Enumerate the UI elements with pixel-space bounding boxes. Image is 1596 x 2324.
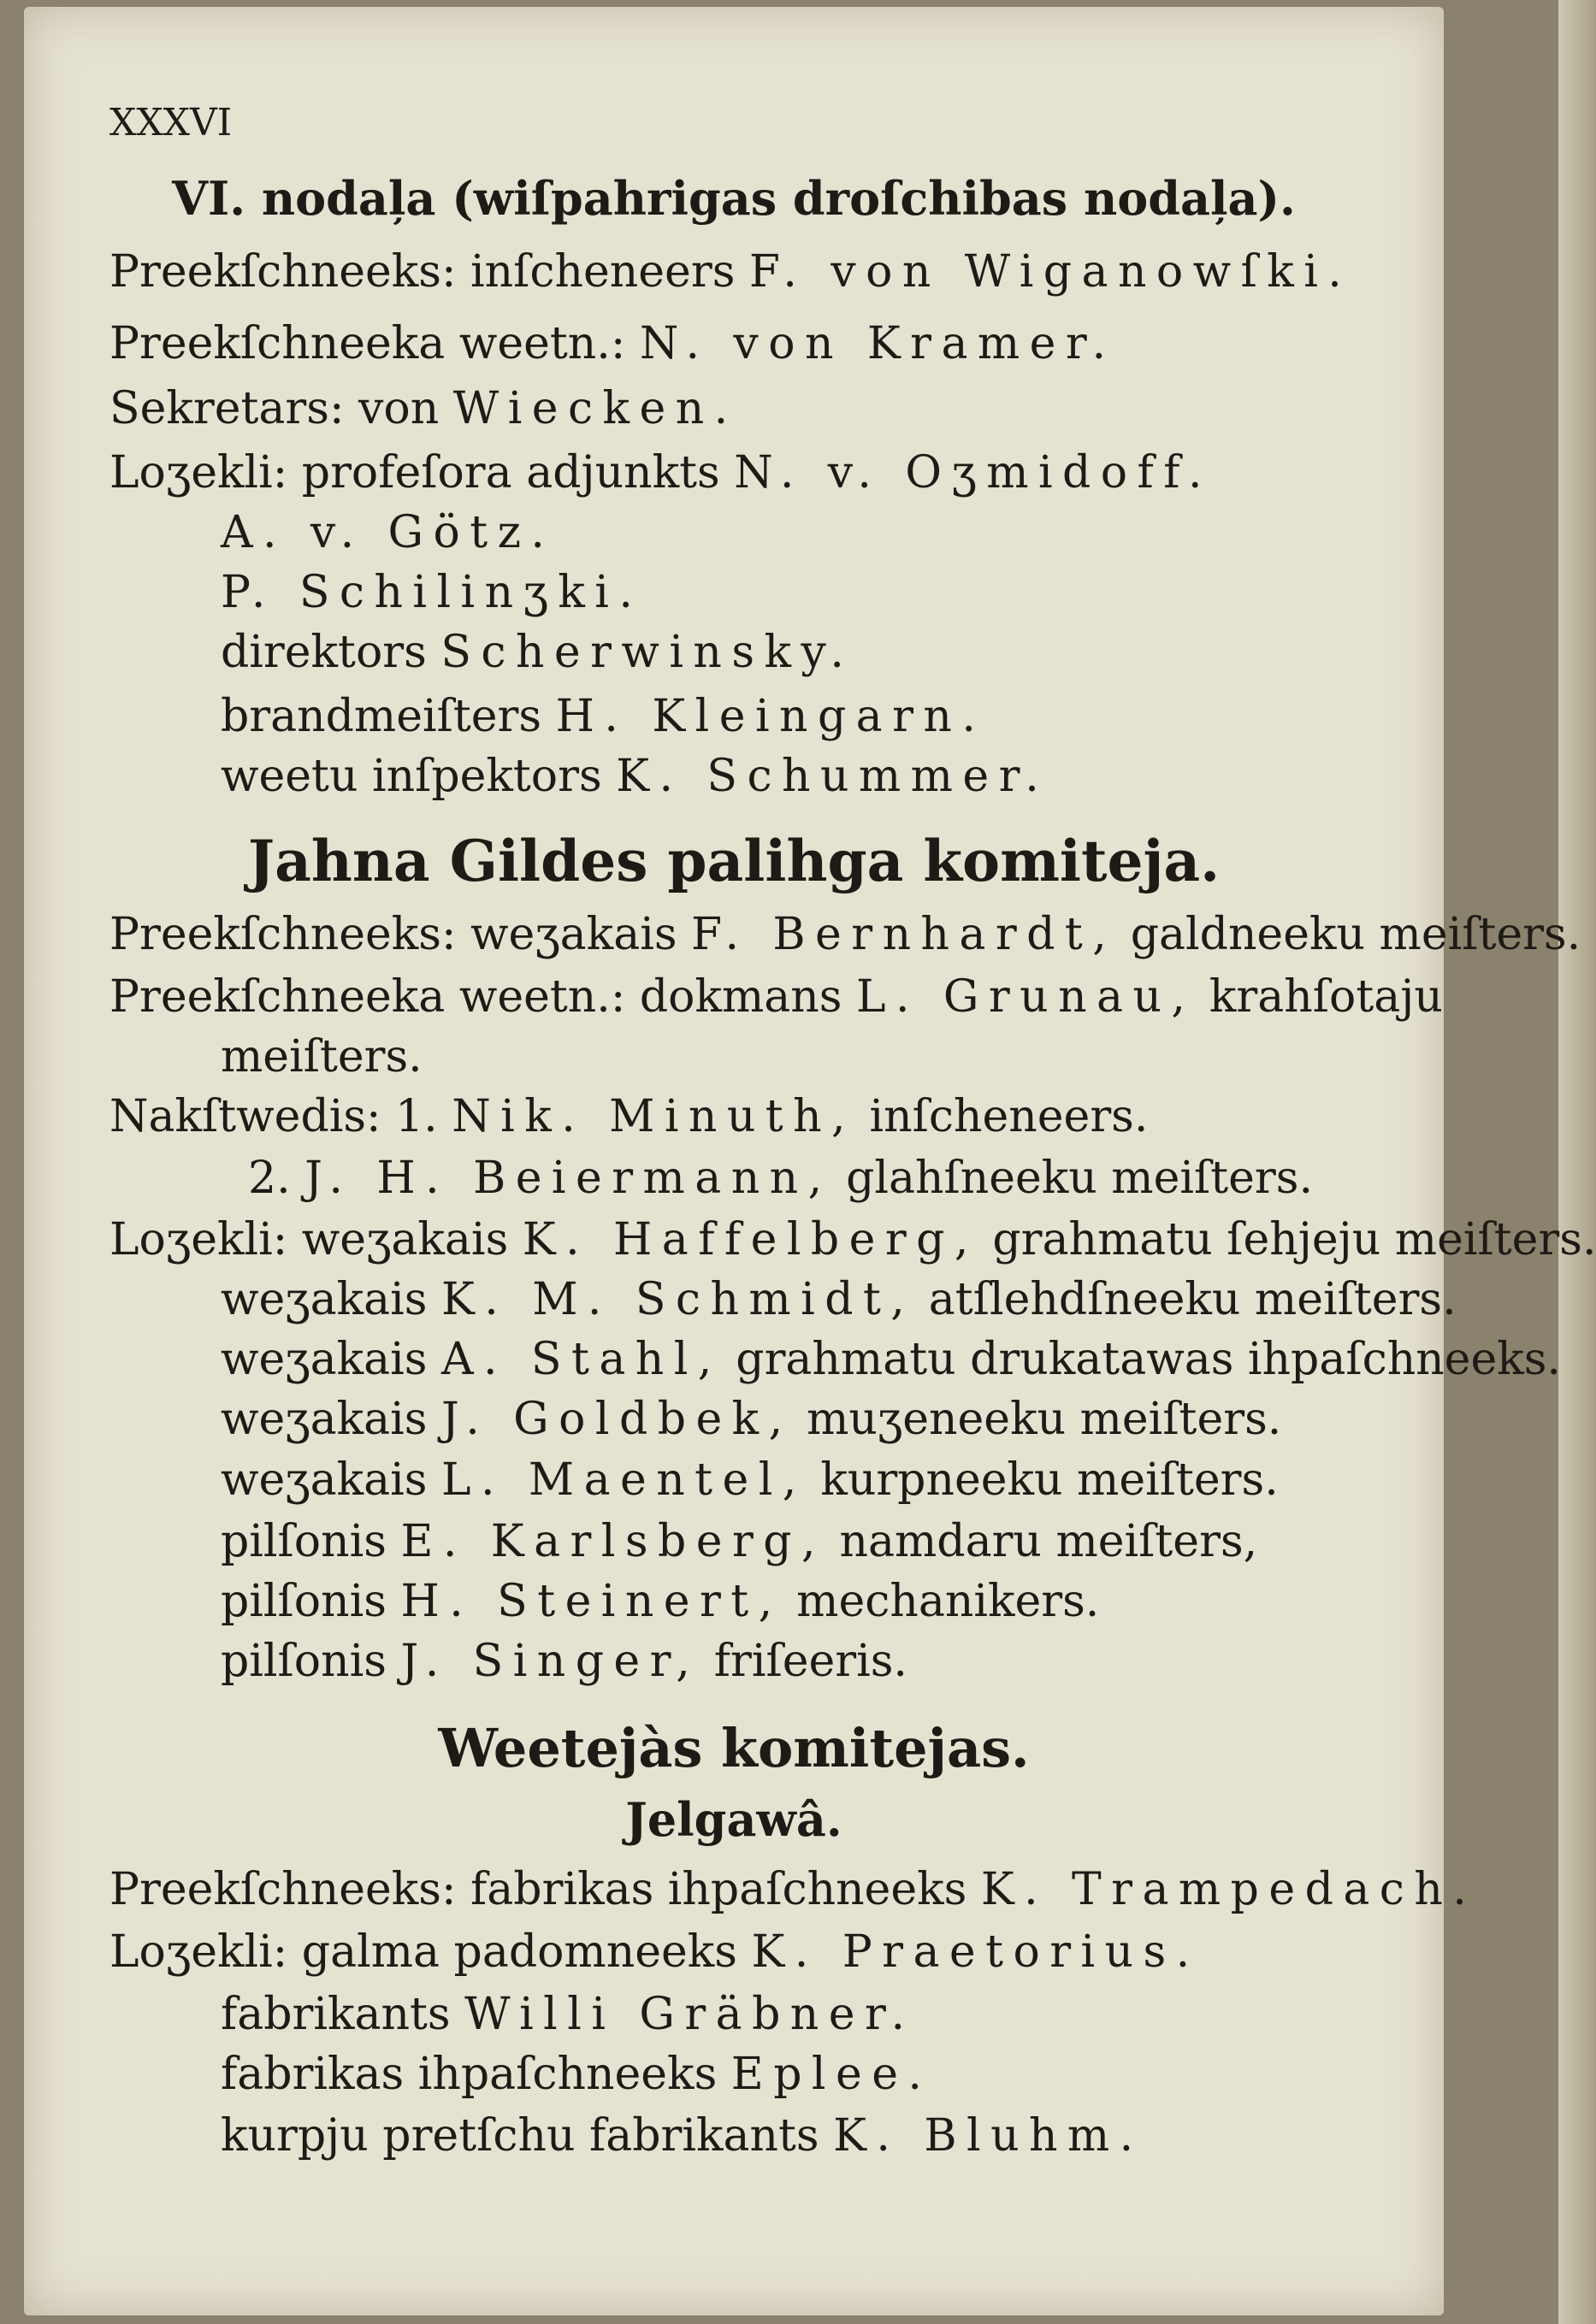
role-label: Loʒekli: profeſora adjunkts	[109, 447, 720, 498]
person-name: F. von Wiganowſki.	[748, 246, 1352, 298]
profession: kurpneeku meiſters.	[820, 1454, 1279, 1506]
list-item	[221, 627, 854, 678]
page-edge	[1558, 0, 1596, 2324]
list-item	[221, 751, 1049, 802]
role-label: Sekretars: von	[109, 383, 440, 434]
person-name: K. Haffelberg,	[522, 1214, 978, 1265]
list-item	[109, 1864, 1476, 1915]
person-name: L. Grunau,	[855, 971, 1196, 1023]
person-name: K. Trampedach.	[980, 1864, 1477, 1915]
role-label: brandmeiſters	[221, 691, 542, 742]
role-label: pilſonis	[221, 1576, 387, 1627]
list-item	[221, 1274, 1457, 1325]
section-title: VI. nodaļa (wiſpahrigas droſchibas nodaļa).	[172, 171, 1296, 226]
profession: muʒeneeku meiſters.	[807, 1394, 1282, 1445]
list-item	[109, 1091, 1148, 1142]
list-item	[109, 1926, 1200, 1978]
profession: krahſotaju	[1209, 971, 1443, 1023]
person-name: J. H. Beiermann,	[304, 1153, 832, 1204]
person-name: H. Steinert,	[400, 1576, 783, 1627]
person-name: L. Maentel,	[441, 1454, 807, 1506]
person-name: Nik. Minuth,	[452, 1091, 855, 1142]
person-name: N. von Kramer.	[639, 318, 1116, 369]
list-item	[221, 1454, 1279, 1506]
person-name: K. Bluhm.	[833, 2110, 1144, 2162]
role-label: Preekſchneeks: weʒakais	[109, 909, 677, 960]
role-label: pilſonis	[221, 1516, 387, 1567]
list-item	[109, 246, 1351, 298]
role-label: Preekſchneeka weetn.: dokmans	[109, 971, 842, 1023]
list-item	[221, 1334, 1561, 1385]
page-number: XXXVI	[109, 101, 233, 145]
list-item	[109, 909, 1581, 960]
list-item	[221, 1636, 907, 1687]
role-label: Preekſchneeks: fabrikas ihpaſchneeks	[109, 1864, 967, 1915]
list-item	[109, 383, 738, 434]
role-label: Preekſchneeks: inſcheneers	[109, 246, 736, 298]
person-name: A. v. Götz.	[221, 507, 555, 558]
profession: friſeeris.	[713, 1636, 907, 1687]
role-label: pilſonis	[221, 1636, 387, 1687]
person-name: Eplee.	[730, 2049, 932, 2100]
list-item	[221, 1031, 423, 1082]
role-label: weʒakais	[221, 1274, 428, 1325]
list-item	[221, 1516, 1257, 1567]
person-name: A. Stahl,	[441, 1334, 722, 1385]
profession: grahmatu ſehjeju meiſters.	[992, 1214, 1596, 1265]
person-name: Scherwinsky.	[440, 627, 854, 678]
person-name: E. Karlsberg,	[400, 1516, 825, 1567]
role-label: Loʒekli: weʒakais	[109, 1214, 509, 1265]
role-label: fabrikas ihpaſchneeks	[221, 2049, 718, 2100]
role-label: fabrikants	[221, 1989, 451, 2040]
list-item	[109, 971, 1443, 1023]
profession: grahmatu drukatawas ihpaſchneeks.	[736, 1334, 1561, 1385]
person-name: H. Kleingarn.	[555, 691, 986, 742]
role-label: weʒakais	[221, 1394, 428, 1445]
profession: galdneeku meiſters.	[1130, 909, 1581, 960]
document-page	[24, 7, 1596, 2315]
profession: mechanikers.	[796, 1576, 1100, 1627]
list-item	[109, 447, 1212, 498]
list-item	[221, 2049, 931, 2100]
profession: glahſneeku meiſters.	[846, 1153, 1314, 1204]
person-name: K. Schummer.	[616, 751, 1049, 802]
list-item	[221, 1394, 1281, 1445]
list-item	[221, 1576, 1099, 1627]
person-name: Wiecken.	[452, 383, 738, 434]
role-label: weʒakais	[221, 1454, 428, 1506]
person-name: J. Singer,	[400, 1636, 700, 1687]
profession: inſcheneers.	[869, 1091, 1149, 1142]
role-label: Nakſtwedis: 1.	[109, 1091, 438, 1142]
list-item	[221, 1989, 915, 2040]
profession: namdaru meiſters,	[839, 1516, 1258, 1567]
list-item	[221, 567, 642, 618]
role-label: kurpju pretſchu fabrikants	[221, 2110, 819, 2162]
list-item	[109, 318, 1115, 369]
person-name: Willi Gräbner.	[464, 1989, 915, 2040]
role-label: weetu inſpektors	[221, 751, 602, 802]
role-label: Loʒekli: galma padomneeks	[109, 1926, 737, 1978]
person-name: K. M. Schmidt,	[441, 1274, 915, 1325]
role-label: Preekſchneeka weetn.:	[109, 318, 626, 369]
person-name: N. v. Oʒmidoff.	[734, 447, 1213, 498]
city-subheading: Jelgawâ.	[625, 1792, 842, 1847]
list-item	[109, 1214, 1596, 1265]
role-label: direktors	[221, 627, 427, 678]
profession: meiſters.	[221, 1031, 423, 1082]
list-item	[221, 2110, 1144, 2162]
list-item	[221, 507, 554, 558]
person-name: K. Praetorius.	[751, 1926, 1200, 1978]
list-item	[221, 691, 985, 742]
profession: atſlehdſneeku meiſters.	[928, 1274, 1457, 1325]
person-name: J. Goldbek,	[441, 1394, 793, 1445]
role-label: weʒakais	[221, 1334, 428, 1385]
person-name: F. Bernhardt,	[691, 909, 1117, 960]
committee-heading: Jahna Gildes palihga komiteja.	[247, 828, 1221, 894]
role-label: 2.	[248, 1153, 291, 1204]
local-committees-heading: Weetejàs komitejas.	[438, 1717, 1030, 1779]
list-item	[248, 1153, 1313, 1204]
person-name: P. Schilinʒki.	[221, 567, 643, 618]
